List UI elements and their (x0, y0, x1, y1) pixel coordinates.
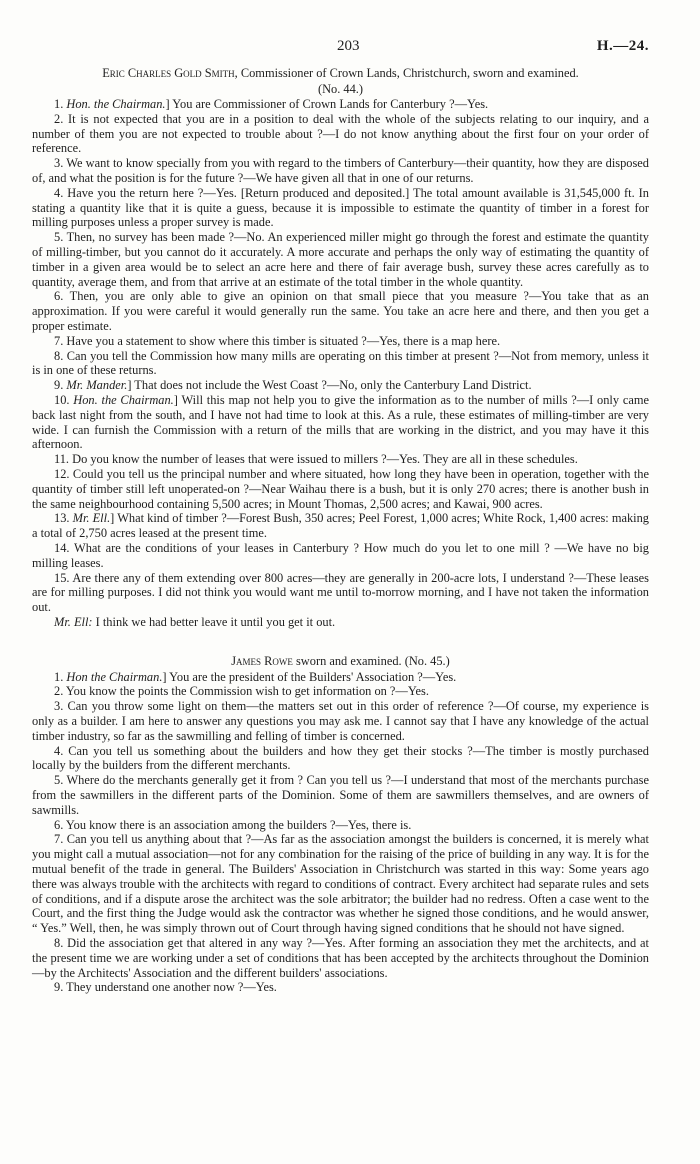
witness-heading-1 (32, 66, 649, 81)
speaker-name: Hon. the Chairman. (66, 97, 166, 111)
testimony-text: 12. Could you tell us the principal number and where situated, how long they have been in operation, together with the quantity of timber still left unoperated-on ?—Near Waihau there is a bush, but it is only 270 acres; there is another bush in the same neighbourhood containing 5,500 acres; in Mount Thomas, 2,500 acres; and Kawai, 900 acres. (32, 466, 649, 511)
question-number: 1. (54, 669, 67, 684)
testimony-paragraph (32, 541, 649, 571)
testimony-section-2 (32, 670, 649, 996)
speaker-name: Mr. Mander. (66, 378, 128, 393)
testimony-text: ] You are the president of the Builders' Association ?—Yes. (162, 669, 457, 684)
testimony-paragraph (32, 744, 649, 774)
speaker-name: Mr. Ell. (72, 511, 111, 526)
testimony-paragraph (32, 112, 649, 156)
testimony-paragraph (32, 571, 649, 615)
witness-description: Commissioner of Crown Lands, Christchurch, sworn and examined. (237, 66, 579, 80)
speaker-name: Hon the Chairman. (66, 669, 163, 684)
testimony-paragraph (32, 615, 649, 630)
witness-number: (No. 44.) (317, 82, 364, 96)
testimony-paragraph (32, 334, 649, 349)
testimony-paragraph (32, 230, 649, 289)
testimony-text: 14. What are the conditions of your leases in Canterbury ? How much do you let to one mill ? —We have no big milling leases. (32, 540, 649, 570)
testimony-paragraph (32, 378, 649, 393)
testimony-text: ] You are Commissioner of Crown Lands for Canterbury ?—Yes. (165, 97, 489, 111)
testimony-paragraph (32, 393, 649, 452)
testimony-paragraph (32, 349, 649, 379)
section-gap (32, 630, 649, 654)
witness-name: James Rowe (231, 653, 293, 668)
testimony-text: 8. Did the association get that altered in any way ?—Yes. After forming an association they met the architects, and at the present time we are working under a set of conditions that has been accepted by the architects throughout the Dominion—by the Architects' Association and the different builders' associations. (32, 936, 649, 980)
question-number: 1. (54, 97, 67, 111)
testimony-paragraph (32, 773, 649, 817)
testimony-text: 4. Have you the return here ?—Yes. [Return produced and deposited.] The total amount available is 31,545,000 ft. In stating a quantity like that it is quite a guess, because it is impossible to estimate the quantity of timber in a forest for milling purposes unless a proper survey is made. (32, 185, 649, 230)
testimony-text: ] What kind of timber ?—Forest Bush, 350 acres; Peel Forest, 1,000 acres; White Rock, 1,400 acres: making a total of 2,750 acres leased at the present time. (32, 511, 649, 541)
testimony-text: 2. It is not expected that you are in a position to deal with the whole of the subjects relating to our inquiry, and a number of them you are not expected to trouble about ?—I do not know anything about the first four on your order of reference. (32, 111, 649, 156)
testimony-paragraph (32, 936, 649, 980)
testimony-text: ] Will this map not help you to give the information as to the number of mills ?—I only came back last night from the south, and I have not had time to look at this. As a rule, these estimates of milling-timber are very wide. I can furnish the Commission with a return of the mills that are working in the district, and you may have it this afternoon. (32, 392, 649, 452)
testimony-text: ] That does not include the West Coast ?—No, only the Canterbury Land District. (127, 378, 532, 393)
testimony-text: 8. Can you tell the Commission how many mills are operating on this timber at present ?—Not from memory, unless it is in one of these returns. (32, 348, 649, 378)
testimony-paragraph (32, 818, 649, 833)
testimony-paragraph (32, 289, 649, 333)
witness-description: sworn and examined. (No. 45.) (292, 653, 450, 668)
testimony-paragraph (32, 452, 649, 467)
testimony-text: 6. Then, you are only able to give an opinion on that small piece that you measure ?—You take that as an approximation. If you were careful it would generally run the same. You take an acre here and there, and then you get a proper estimate. (32, 289, 649, 333)
question-number: 9. (54, 378, 67, 393)
testimony-paragraph (32, 156, 649, 186)
page-number: 203 (337, 38, 360, 54)
testimony-text: 6. You know there is an association among the builders ?—Yes, there is. (54, 817, 412, 832)
testimony-paragraph (32, 699, 649, 743)
testimony-text: 7. Have you a statement to show where this timber is situated ?—Yes, there is a map here. (54, 333, 501, 348)
testimony-section-1 (32, 97, 649, 630)
testimony-paragraph (32, 980, 649, 995)
page-header (32, 38, 649, 66)
testimony-text: 5. Then, no survey has been made ?—No. An experienced miller might go through the forest and estimate the quantity of milling-timber, but you cannot do it accurately. A more accurate and perhaps the only way of estimating the quantity of timber in a given area would be to select an acre here and there of fair average bush, survey these acres carefully as to quantity, average them, and from that arrive at an estimate of the total timber in the whole quantity. (32, 230, 649, 289)
testimony-paragraph (32, 511, 649, 541)
testimony-paragraph (32, 670, 649, 685)
testimony-text: 15. Are there any of them extending over 800 acres—they are generally in 200-acre lots, I understand ?—These leases are for milling purposes. I did not think you would want me until to-morrow morning, and I have not taken the information out. (32, 570, 649, 615)
speaker-name: Hon. the Chairman. (73, 392, 174, 407)
testimony-text: 3. We want to know specially from you with regard to the timbers of Canterbury—their quantity, how they are disposed of, and what the position is for the future ?—We have given all that in one of our returns. (32, 156, 649, 185)
testimony-paragraph (32, 832, 649, 936)
question-number: 10. (54, 392, 74, 407)
testimony-paragraph (32, 97, 649, 112)
witness-heading-2 (32, 654, 649, 669)
document-reference: H.—24. (596, 38, 649, 54)
testimony-text: 9. They understand one another now ?—Yes. (54, 980, 277, 995)
testimony-text: 4. Can you tell us something about the builders and how they get their stocks ?—The timber is mostly purchased locally by the builders from the different merchants. (32, 743, 649, 773)
testimony-text: I think we had better leave it until you get it out. (92, 614, 336, 629)
testimony-text: 11. Do you know the number of leases that were issued to millers ?—Yes. They are all in these schedules. (54, 452, 578, 467)
testimony-text: 2. You know the points the Commission wish to get information on ?—Yes. (54, 684, 429, 699)
witness-name: Eric Charles Gold Smith, (102, 66, 238, 80)
testimony-paragraph (32, 684, 649, 699)
testimony-paragraph (32, 467, 649, 511)
testimony-text: 7. Can you tell us anything about that ?—As far as the association amongst the builders is concerned, it is merely what you might call a mutual association—not for any combination for the raising of the price of building in any way. It is for the mutual benefit of the trade in general. The Builders' Association in Christchurch was started in this way: Some years ago there was always trouble with the architects with regard to conditions of contract. Every architect had separate rules and sets of conditions, and if a dispute arose the architect was the sole arbitrator; the builder had no redress. Often a case went to the Court, and the first thing the Judge would ask the contractor was whether he signed those conditions, and he would answer, “ Yes.” Well, then, he was simply thrown out of Court through having signed conditions that he should not have signed. (32, 832, 649, 936)
testimony-text: 5. Where do the merchants generally get it from ? Can you tell us ?—I understand that most of the merchants purchase from the sawmillers in the different parts of the Dominion. Some of them are sawmillers themselves, and are owners of sawmills. (32, 773, 649, 817)
testimony-text: 3. Can you throw some light on them—the matters set out in this order of reference ?—Of course, my experience is only as a builder. I am here to answer any questions you may ask me. I cannot say that I have any knowledge of the actual timber industry, so far as the sawmilling and felling of timber is concerned. (32, 699, 649, 743)
testimony-paragraph (32, 186, 649, 230)
question-number: 13. (54, 511, 73, 526)
speaker-name: Mr. Ell: (54, 614, 93, 629)
